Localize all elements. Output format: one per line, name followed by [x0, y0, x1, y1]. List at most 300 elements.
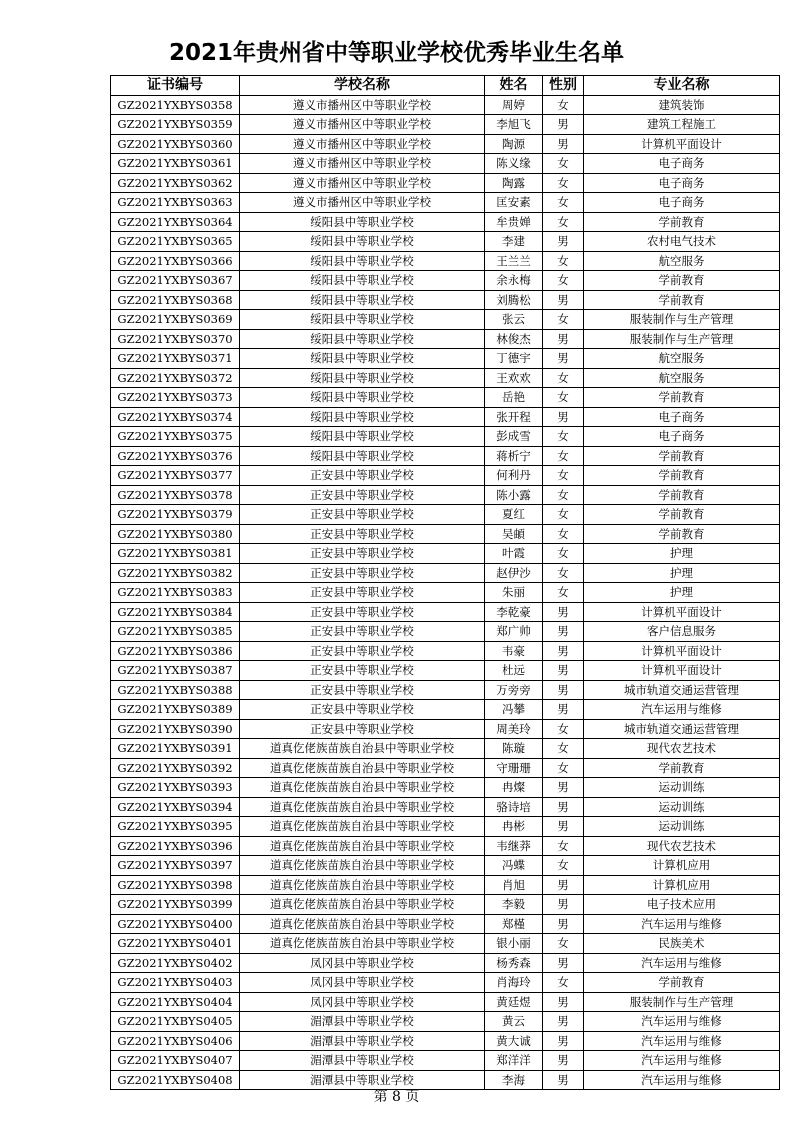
- header-gender: 性别: [543, 76, 584, 96]
- school-name-cell: 遵义市播州区中等职业学校: [240, 193, 485, 213]
- certificate-no-cell: GZ2021YXBYS0404: [111, 992, 240, 1012]
- school-name-cell: 湄潭县中等职业学校: [240, 1012, 485, 1032]
- major-cell: 服装制作与生产管理: [584, 310, 780, 330]
- major-cell: 学前教育: [584, 446, 780, 466]
- certificate-no-cell: GZ2021YXBYS0405: [111, 1012, 240, 1032]
- school-name-cell: 凤冈县中等职业学校: [240, 953, 485, 973]
- table-row: [111, 700, 780, 720]
- student-name-cell: 黄云: [485, 1012, 543, 1032]
- school-name-cell: 绥阳县中等职业学校: [240, 271, 485, 291]
- student-name-cell: 万旁旁: [485, 680, 543, 700]
- certificate-no-cell: GZ2021YXBYS0377: [111, 466, 240, 486]
- certificate-no-cell: GZ2021YXBYS0375: [111, 427, 240, 447]
- gender-cell: 女: [543, 856, 584, 876]
- gender-cell: 男: [543, 661, 584, 681]
- gender-cell: 女: [543, 524, 584, 544]
- certificate-no-cell: GZ2021YXBYS0394: [111, 797, 240, 817]
- gender-cell: 男: [543, 349, 584, 369]
- student-name-cell: 吴頔: [485, 524, 543, 544]
- certificate-no-cell: GZ2021YXBYS0378: [111, 485, 240, 505]
- gender-cell: 男: [543, 797, 584, 817]
- major-cell: 航空服务: [584, 251, 780, 271]
- student-name-cell: 匡安素: [485, 193, 543, 213]
- table-row: [111, 485, 780, 505]
- major-cell: 学前教育: [584, 290, 780, 310]
- gender-cell: 女: [543, 212, 584, 232]
- school-name-cell: 绥阳县中等职业学校: [240, 368, 485, 388]
- major-cell: 学前教育: [584, 271, 780, 291]
- student-name-cell: 黄廷煜: [485, 992, 543, 1012]
- gender-cell: 女: [543, 563, 584, 583]
- table-row: [111, 427, 780, 447]
- school-name-cell: 道真仡佬族苗族自治县中等职业学校: [240, 817, 485, 837]
- certificate-no-cell: GZ2021YXBYS0373: [111, 388, 240, 408]
- student-name-cell: 肖海玲: [485, 973, 543, 993]
- gender-cell: 女: [543, 973, 584, 993]
- major-cell: 航空服务: [584, 349, 780, 369]
- header-student-name: 姓名: [485, 76, 543, 96]
- gender-cell: 女: [543, 271, 584, 291]
- student-name-cell: 牟贵婵: [485, 212, 543, 232]
- student-name-cell: 何利丹: [485, 466, 543, 486]
- school-name-cell: 道真仡佬族苗族自治县中等职业学校: [240, 758, 485, 778]
- student-name-cell: 陶源: [485, 134, 543, 154]
- student-name-cell: 陈义缘: [485, 154, 543, 174]
- table-row: [111, 115, 780, 135]
- certificate-no-cell: GZ2021YXBYS0365: [111, 232, 240, 252]
- school-name-cell: 遵义市播州区中等职业学校: [240, 134, 485, 154]
- student-name-cell: 郑槿: [485, 914, 543, 934]
- student-name-cell: 周美玲: [485, 719, 543, 739]
- student-name-cell: 张云: [485, 310, 543, 330]
- student-name-cell: 李毅: [485, 895, 543, 915]
- major-cell: 计算机平面设计: [584, 134, 780, 154]
- certificate-no-cell: GZ2021YXBYS0390: [111, 719, 240, 739]
- gender-cell: 女: [543, 934, 584, 954]
- major-cell: 电子商务: [584, 193, 780, 213]
- gender-cell: 男: [543, 641, 584, 661]
- major-cell: 学前教育: [584, 485, 780, 505]
- school-name-cell: 绥阳县中等职业学校: [240, 310, 485, 330]
- student-name-cell: 李建: [485, 232, 543, 252]
- table-row: [111, 934, 780, 954]
- table-row: [111, 914, 780, 934]
- student-name-cell: 张开程: [485, 407, 543, 427]
- table-row: [111, 173, 780, 193]
- student-name-cell: 彭成雪: [485, 427, 543, 447]
- table-row: [111, 134, 780, 154]
- major-cell: 计算机平面设计: [584, 661, 780, 681]
- gender-cell: 女: [543, 310, 584, 330]
- school-name-cell: 湄潭县中等职业学校: [240, 1031, 485, 1051]
- school-name-cell: 道真仡佬族苗族自治县中等职业学校: [240, 797, 485, 817]
- major-cell: 电子商务: [584, 427, 780, 447]
- major-cell: 运动训练: [584, 797, 780, 817]
- certificate-no-cell: GZ2021YXBYS0393: [111, 778, 240, 798]
- table-row: [111, 524, 780, 544]
- student-name-cell: 冉燦: [485, 778, 543, 798]
- header-certificate-no: 证书编号: [111, 76, 240, 96]
- gender-cell: 男: [543, 115, 584, 135]
- student-name-cell: 陶露: [485, 173, 543, 193]
- school-name-cell: 凤冈县中等职业学校: [240, 973, 485, 993]
- gender-cell: 女: [543, 836, 584, 856]
- certificate-no-cell: GZ2021YXBYS0362: [111, 173, 240, 193]
- certificate-no-cell: GZ2021YXBYS0379: [111, 505, 240, 525]
- major-cell: 护理: [584, 563, 780, 583]
- student-name-cell: 银小丽: [485, 934, 543, 954]
- student-name-cell: 杜远: [485, 661, 543, 681]
- table-row: [111, 817, 780, 837]
- student-name-cell: 朱丽: [485, 583, 543, 603]
- gender-cell: 男: [543, 1031, 584, 1051]
- major-cell: 汽车运用与维修: [584, 953, 780, 973]
- gender-cell: 男: [543, 778, 584, 798]
- school-name-cell: 道真仡佬族苗族自治县中等职业学校: [240, 778, 485, 798]
- student-name-cell: 冉彬: [485, 817, 543, 837]
- major-cell: 城市轨道交通运营管理: [584, 719, 780, 739]
- school-name-cell: 正安县中等职业学校: [240, 563, 485, 583]
- table-row: [111, 329, 780, 349]
- gender-cell: 男: [543, 680, 584, 700]
- table-row: [111, 368, 780, 388]
- student-name-cell: 陈小露: [485, 485, 543, 505]
- student-name-cell: 郑广帅: [485, 622, 543, 642]
- table-row: [111, 232, 780, 252]
- gender-cell: 女: [543, 193, 584, 213]
- gender-cell: 女: [543, 739, 584, 759]
- table-row: [111, 641, 780, 661]
- school-name-cell: 道真仡佬族苗族自治县中等职业学校: [240, 856, 485, 876]
- school-name-cell: 正安县中等职业学校: [240, 524, 485, 544]
- student-name-cell: 王兰兰: [485, 251, 543, 271]
- student-name-cell: 赵伊沙: [485, 563, 543, 583]
- student-name-cell: 余永梅: [485, 271, 543, 291]
- page-number: 第 8 页: [373, 1089, 420, 1105]
- table-row: [111, 95, 780, 115]
- table-row: [111, 875, 780, 895]
- table-row: [111, 446, 780, 466]
- certificate-no-cell: GZ2021YXBYS0398: [111, 875, 240, 895]
- certificate-no-cell: GZ2021YXBYS0367: [111, 271, 240, 291]
- certificate-no-cell: GZ2021YXBYS0359: [111, 115, 240, 135]
- gender-cell: 女: [543, 583, 584, 603]
- school-name-cell: 正安县中等职业学校: [240, 583, 485, 603]
- certificate-no-cell: GZ2021YXBYS0380: [111, 524, 240, 544]
- table-row: [111, 212, 780, 232]
- certificate-no-cell: GZ2021YXBYS0388: [111, 680, 240, 700]
- student-name-cell: 黄大诚: [485, 1031, 543, 1051]
- student-name-cell: 夏红: [485, 505, 543, 525]
- certificate-no-cell: GZ2021YXBYS0391: [111, 739, 240, 759]
- certificate-no-cell: GZ2021YXBYS0361: [111, 154, 240, 174]
- gender-cell: 男: [543, 992, 584, 1012]
- student-name-cell: 岳艳: [485, 388, 543, 408]
- school-name-cell: 绥阳县中等职业学校: [240, 290, 485, 310]
- major-cell: 学前教育: [584, 466, 780, 486]
- student-name-cell: 杨秀森: [485, 953, 543, 973]
- school-name-cell: 绥阳县中等职业学校: [240, 446, 485, 466]
- table-row: [111, 680, 780, 700]
- certificate-no-cell: GZ2021YXBYS0402: [111, 953, 240, 973]
- major-cell: 运动训练: [584, 817, 780, 837]
- major-cell: 电子商务: [584, 173, 780, 193]
- table-row: [111, 310, 780, 330]
- school-name-cell: 道真仡佬族苗族自治县中等职业学校: [240, 934, 485, 954]
- major-cell: 护理: [584, 544, 780, 564]
- table-body: [111, 95, 780, 1090]
- gender-cell: 女: [543, 388, 584, 408]
- table-row: [111, 856, 780, 876]
- major-cell: 运动训练: [584, 778, 780, 798]
- certificate-no-cell: GZ2021YXBYS0381: [111, 544, 240, 564]
- certificate-no-cell: GZ2021YXBYS0368: [111, 290, 240, 310]
- gender-cell: 男: [543, 914, 584, 934]
- gender-cell: 男: [543, 290, 584, 310]
- major-cell: 学前教育: [584, 973, 780, 993]
- certificate-no-cell: GZ2021YXBYS0366: [111, 251, 240, 271]
- certificate-no-cell: GZ2021YXBYS0384: [111, 602, 240, 622]
- major-cell: 学前教育: [584, 524, 780, 544]
- school-name-cell: 湄潭县中等职业学校: [240, 1070, 485, 1090]
- table-header-row: [111, 76, 780, 96]
- major-cell: 计算机平面设计: [584, 641, 780, 661]
- gender-cell: 女: [543, 758, 584, 778]
- header-major: 专业名称: [584, 76, 780, 96]
- table-row: [111, 544, 780, 564]
- major-cell: 计算机平面设计: [584, 602, 780, 622]
- student-name-cell: 李海: [485, 1070, 543, 1090]
- major-cell: 客户信息服务: [584, 622, 780, 642]
- major-cell: 汽车运用与维修: [584, 1012, 780, 1032]
- major-cell: 汽车运用与维修: [584, 700, 780, 720]
- table-row: [111, 661, 780, 681]
- major-cell: 电子商务: [584, 154, 780, 174]
- certificate-no-cell: GZ2021YXBYS0360: [111, 134, 240, 154]
- student-name-cell: 冯攀: [485, 700, 543, 720]
- certificate-no-cell: GZ2021YXBYS0383: [111, 583, 240, 603]
- major-cell: 护理: [584, 583, 780, 603]
- gender-cell: 男: [543, 407, 584, 427]
- certificate-no-cell: GZ2021YXBYS0397: [111, 856, 240, 876]
- gender-cell: 女: [543, 719, 584, 739]
- gender-cell: 男: [543, 622, 584, 642]
- table-row: [111, 349, 780, 369]
- major-cell: 学前教育: [584, 505, 780, 525]
- certificate-no-cell: GZ2021YXBYS0385: [111, 622, 240, 642]
- major-cell: 现代农艺技术: [584, 836, 780, 856]
- major-cell: 电子技术应用: [584, 895, 780, 915]
- major-cell: 建筑装饰: [584, 95, 780, 115]
- gender-cell: 男: [543, 1070, 584, 1090]
- school-name-cell: 道真仡佬族苗族自治县中等职业学校: [240, 875, 485, 895]
- certificate-no-cell: GZ2021YXBYS0401: [111, 934, 240, 954]
- school-name-cell: 遵义市播州区中等职业学校: [240, 115, 485, 135]
- student-name-cell: 李旭飞: [485, 115, 543, 135]
- school-name-cell: 正安县中等职业学校: [240, 602, 485, 622]
- table-row: [111, 407, 780, 427]
- major-cell: 汽车运用与维修: [584, 1031, 780, 1051]
- school-name-cell: 正安县中等职业学校: [240, 641, 485, 661]
- school-name-cell: 正安县中等职业学校: [240, 485, 485, 505]
- table-row: [111, 563, 780, 583]
- gender-cell: 男: [543, 329, 584, 349]
- major-cell: 学前教育: [584, 212, 780, 232]
- school-name-cell: 遵义市播州区中等职业学校: [240, 173, 485, 193]
- major-cell: 建筑工程施工: [584, 115, 780, 135]
- certificate-no-cell: GZ2021YXBYS0387: [111, 661, 240, 681]
- certificate-no-cell: GZ2021YXBYS0358: [111, 95, 240, 115]
- student-name-cell: 刘腾松: [485, 290, 543, 310]
- gender-cell: 男: [543, 602, 584, 622]
- table-row: [111, 719, 780, 739]
- table-row: [111, 466, 780, 486]
- gender-cell: 男: [543, 232, 584, 252]
- school-name-cell: 绥阳县中等职业学校: [240, 407, 485, 427]
- certificate-no-cell: GZ2021YXBYS0403: [111, 973, 240, 993]
- student-name-cell: 冯蝶: [485, 856, 543, 876]
- certificate-no-cell: GZ2021YXBYS0370: [111, 329, 240, 349]
- major-cell: 计算机应用: [584, 856, 780, 876]
- certificate-no-cell: GZ2021YXBYS0369: [111, 310, 240, 330]
- major-cell: 民族美术: [584, 934, 780, 954]
- school-name-cell: 正安县中等职业学校: [240, 505, 485, 525]
- gender-cell: 女: [543, 485, 584, 505]
- major-cell: 服装制作与生产管理: [584, 329, 780, 349]
- certificate-no-cell: GZ2021YXBYS0389: [111, 700, 240, 720]
- certificate-no-cell: GZ2021YXBYS0406: [111, 1031, 240, 1051]
- school-name-cell: 道真仡佬族苗族自治县中等职业学校: [240, 739, 485, 759]
- school-name-cell: 绥阳县中等职业学校: [240, 251, 485, 271]
- table-row: [111, 290, 780, 310]
- table-row: [111, 193, 780, 213]
- certificate-no-cell: GZ2021YXBYS0371: [111, 349, 240, 369]
- student-name-cell: 守珊珊: [485, 758, 543, 778]
- student-name-cell: 韦豪: [485, 641, 543, 661]
- graduates-table: [110, 75, 780, 1090]
- certificate-no-cell: GZ2021YXBYS0395: [111, 817, 240, 837]
- certificate-no-cell: GZ2021YXBYS0374: [111, 407, 240, 427]
- student-name-cell: 王欢欢: [485, 368, 543, 388]
- student-name-cell: 蒋析宁: [485, 446, 543, 466]
- certificate-no-cell: GZ2021YXBYS0372: [111, 368, 240, 388]
- major-cell: 汽车运用与维修: [584, 1051, 780, 1071]
- table-row: [111, 622, 780, 642]
- table-row: [111, 388, 780, 408]
- table-row: [111, 602, 780, 622]
- student-name-cell: 李乾豪: [485, 602, 543, 622]
- gender-cell: 男: [543, 134, 584, 154]
- student-name-cell: 叶霞: [485, 544, 543, 564]
- major-cell: 现代农艺技术: [584, 739, 780, 759]
- gender-cell: 女: [543, 544, 584, 564]
- certificate-no-cell: GZ2021YXBYS0364: [111, 212, 240, 232]
- table-row: [111, 797, 780, 817]
- school-name-cell: 正安县中等职业学校: [240, 661, 485, 681]
- document-title: 2021年贵州省中等职业学校优秀毕业生名单: [168, 40, 624, 66]
- student-name-cell: 丁德宇: [485, 349, 543, 369]
- school-name-cell: 绥阳县中等职业学校: [240, 232, 485, 252]
- school-name-cell: 正安县中等职业学校: [240, 466, 485, 486]
- table-row: [111, 953, 780, 973]
- gender-cell: 男: [543, 895, 584, 915]
- school-name-cell: 正安县中等职业学校: [240, 544, 485, 564]
- school-name-cell: 绥阳县中等职业学校: [240, 349, 485, 369]
- certificate-no-cell: GZ2021YXBYS0396: [111, 836, 240, 856]
- certificate-no-cell: GZ2021YXBYS0408: [111, 1070, 240, 1090]
- table-row: [111, 251, 780, 271]
- student-name-cell: 林俊杰: [485, 329, 543, 349]
- school-name-cell: 道真仡佬族苗族自治县中等职业学校: [240, 836, 485, 856]
- table-row: [111, 1051, 780, 1071]
- major-cell: 学前教育: [584, 758, 780, 778]
- student-name-cell: 骆诗培: [485, 797, 543, 817]
- school-name-cell: 绥阳县中等职业学校: [240, 427, 485, 447]
- school-name-cell: 遵义市播州区中等职业学校: [240, 154, 485, 174]
- table-row: [111, 758, 780, 778]
- student-name-cell: 陈璇: [485, 739, 543, 759]
- school-name-cell: 凤冈县中等职业学校: [240, 992, 485, 1012]
- certificate-no-cell: GZ2021YXBYS0386: [111, 641, 240, 661]
- student-name-cell: 周婷: [485, 95, 543, 115]
- gender-cell: 女: [543, 173, 584, 193]
- school-name-cell: 遵义市播州区中等职业学校: [240, 95, 485, 115]
- table-row: [111, 778, 780, 798]
- gender-cell: 男: [543, 1012, 584, 1032]
- gender-cell: 女: [543, 95, 584, 115]
- table-row: [111, 1012, 780, 1032]
- student-name-cell: 肖旭: [485, 875, 543, 895]
- gender-cell: 男: [543, 1051, 584, 1071]
- table-row: [111, 154, 780, 174]
- certificate-no-cell: GZ2021YXBYS0400: [111, 914, 240, 934]
- gender-cell: 女: [543, 505, 584, 525]
- table-row: [111, 973, 780, 993]
- gender-cell: 女: [543, 446, 584, 466]
- major-cell: 电子商务: [584, 407, 780, 427]
- school-name-cell: 绥阳县中等职业学校: [240, 388, 485, 408]
- certificate-no-cell: GZ2021YXBYS0382: [111, 563, 240, 583]
- certificate-no-cell: GZ2021YXBYS0376: [111, 446, 240, 466]
- certificate-no-cell: GZ2021YXBYS0399: [111, 895, 240, 915]
- gender-cell: 女: [543, 251, 584, 271]
- school-name-cell: 正安县中等职业学校: [240, 680, 485, 700]
- gender-cell: 男: [543, 875, 584, 895]
- major-cell: 学前教育: [584, 388, 780, 408]
- major-cell: 农村电气技术: [584, 232, 780, 252]
- table-row: [111, 895, 780, 915]
- major-cell: 城市轨道交通运营管理: [584, 680, 780, 700]
- school-name-cell: 正安县中等职业学校: [240, 700, 485, 720]
- certificate-no-cell: GZ2021YXBYS0407: [111, 1051, 240, 1071]
- table-row: [111, 836, 780, 856]
- gender-cell: 女: [543, 427, 584, 447]
- table-row: [111, 583, 780, 603]
- school-name-cell: 道真仡佬族苗族自治县中等职业学校: [240, 914, 485, 934]
- school-name-cell: 湄潭县中等职业学校: [240, 1051, 485, 1071]
- header-school-name: 学校名称: [240, 76, 485, 96]
- student-name-cell: 韦继莽: [485, 836, 543, 856]
- gender-cell: 男: [543, 700, 584, 720]
- major-cell: 计算机应用: [584, 875, 780, 895]
- gender-cell: 女: [543, 368, 584, 388]
- school-name-cell: 正安县中等职业学校: [240, 719, 485, 739]
- gender-cell: 女: [543, 466, 584, 486]
- certificate-no-cell: GZ2021YXBYS0392: [111, 758, 240, 778]
- major-cell: 航空服务: [584, 368, 780, 388]
- gender-cell: 男: [543, 817, 584, 837]
- certificate-no-cell: GZ2021YXBYS0363: [111, 193, 240, 213]
